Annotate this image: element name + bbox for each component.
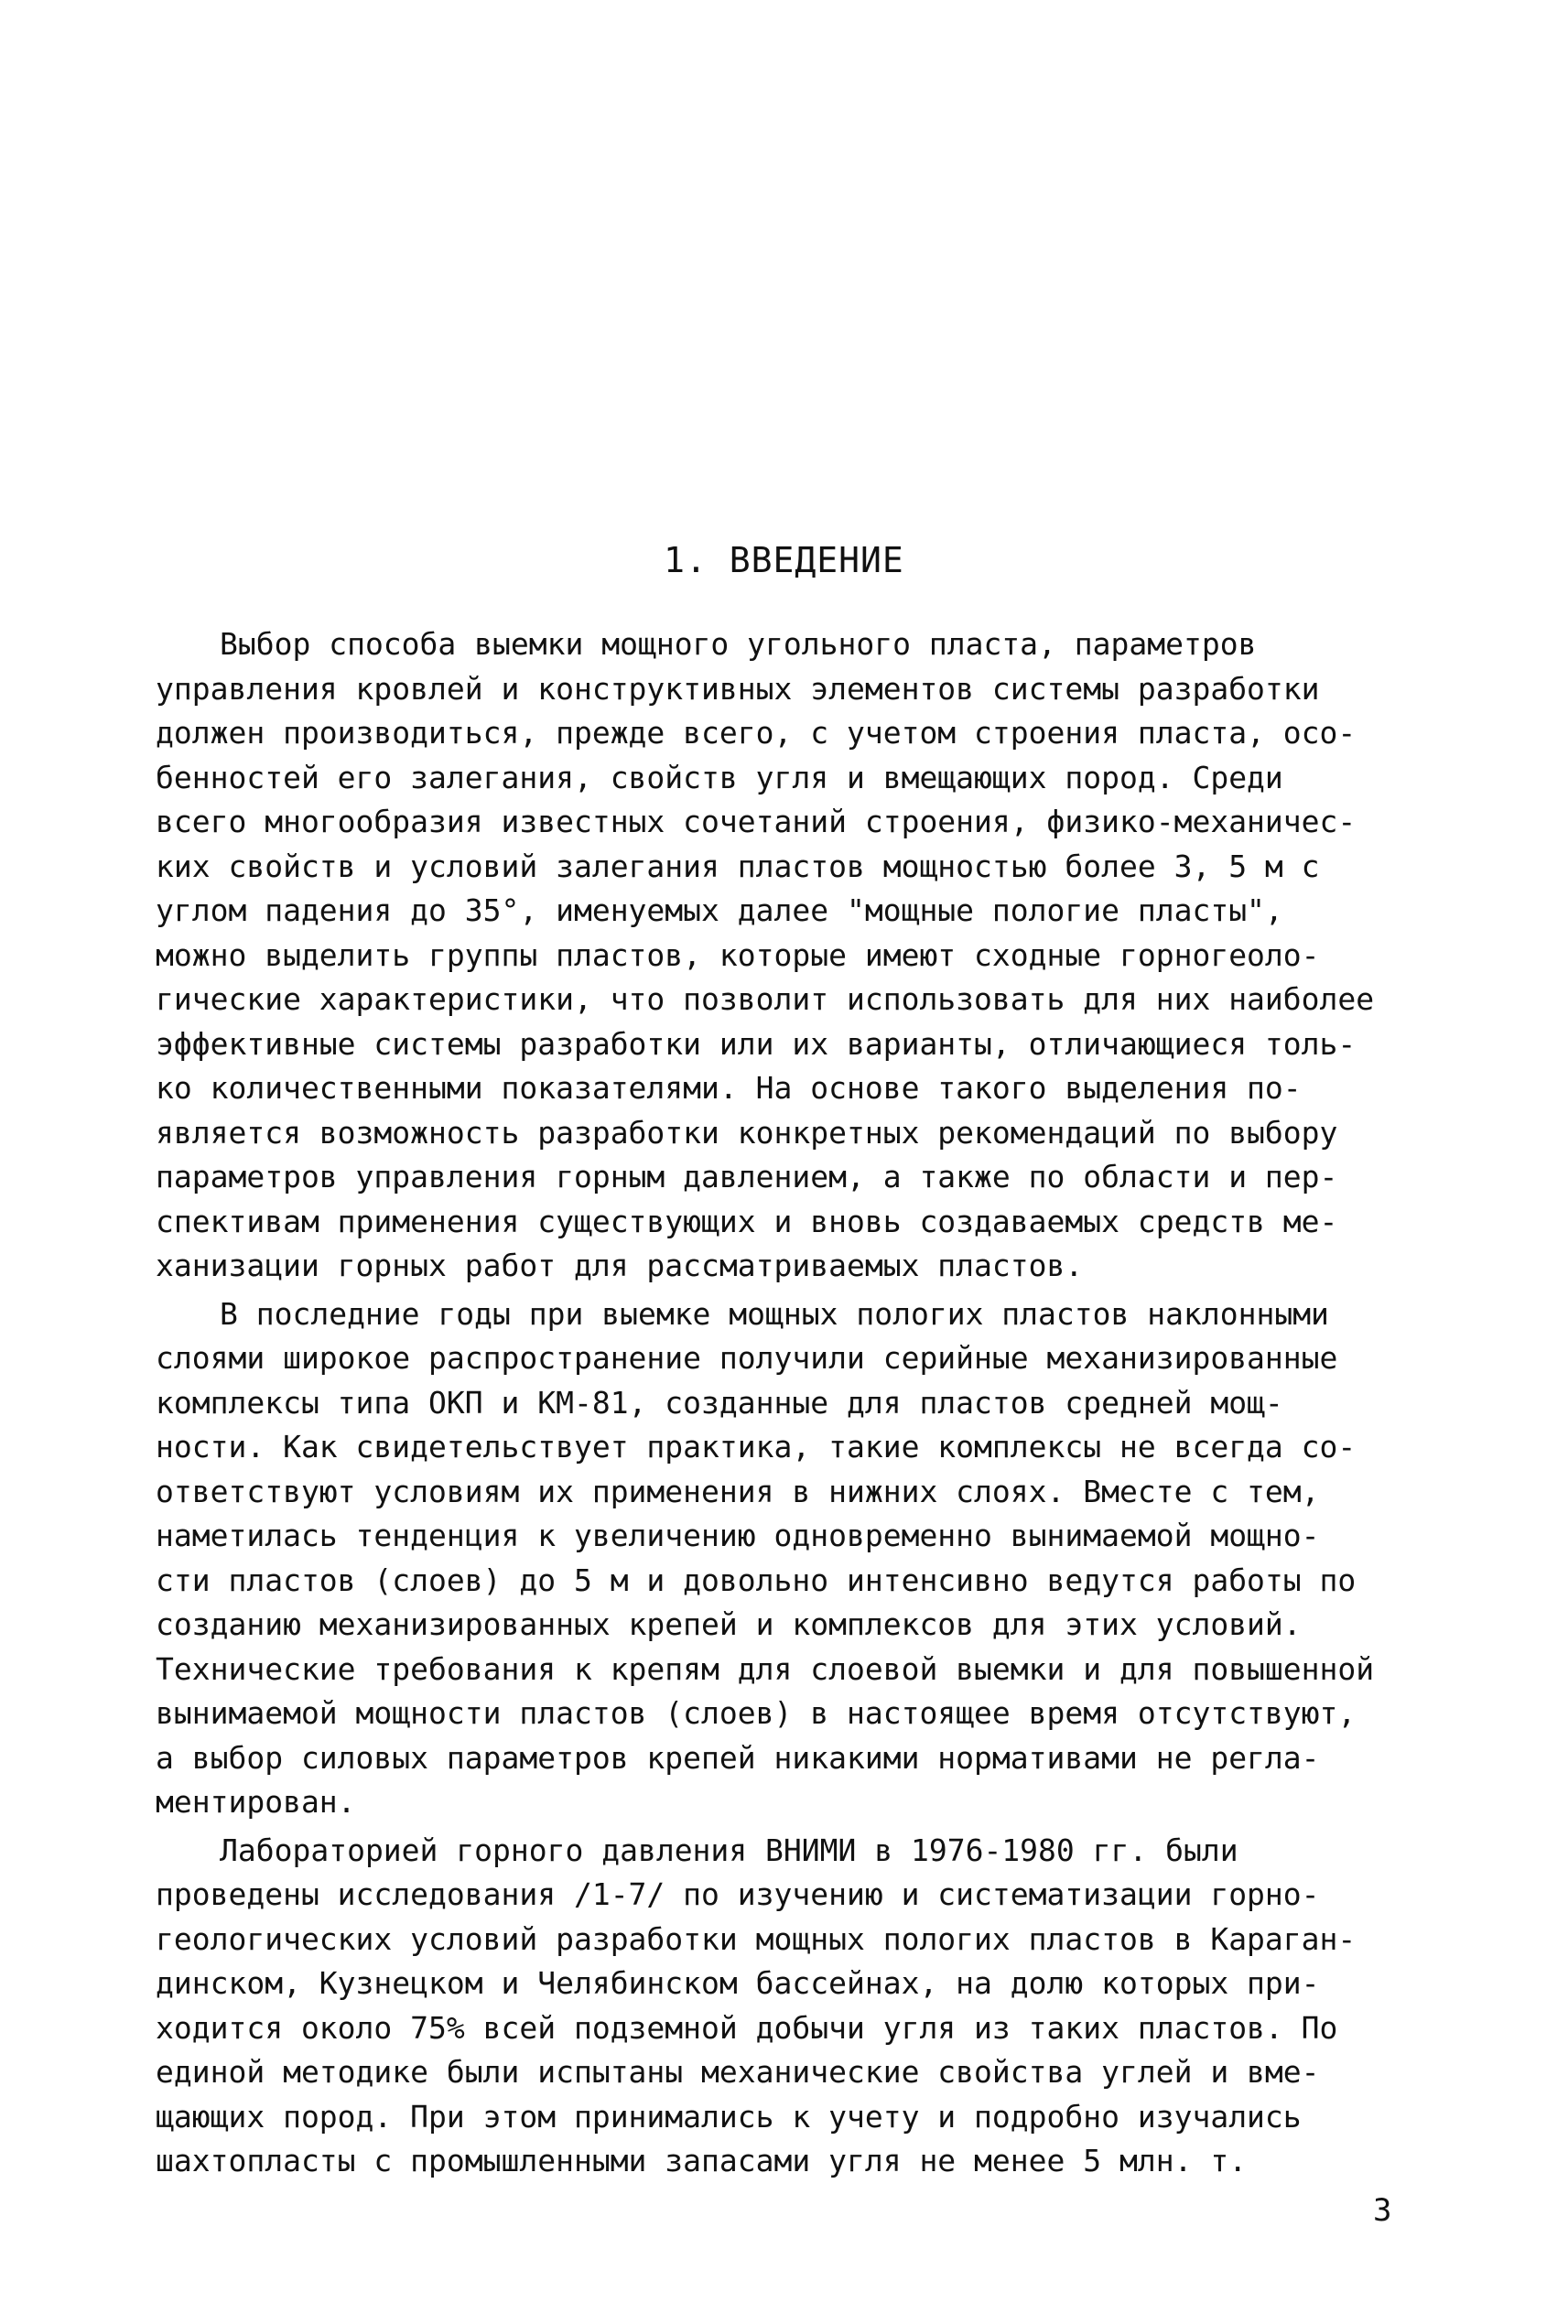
text-line: слоями широкое распространение получили серийные механизированные <box>156 1340 1338 1376</box>
paragraph-1 <box>156 622 1419 1289</box>
body-text <box>156 622 1419 2188</box>
paragraph-3 <box>156 1829 1419 2184</box>
text-line: является возможность разработки конкретных рекомендаций по выбору <box>156 1114 1338 1151</box>
text-line: наметилась тенденция к увеличению одновременно вынимаемой мощно- <box>156 1518 1320 1553</box>
text-line: всего многообразия известных сочетаний строения, физико-механичес- <box>156 804 1357 839</box>
text-line: ко количественными показателями. На основе такого выделения по- <box>156 1070 1302 1106</box>
text-line: проведены исследования /1-7/ по изучению и систематизации горно- <box>156 1876 1320 1912</box>
text-line: вынимаемой мощности пластов (слоев) в настоящее время отсутствуют, <box>156 1695 1357 1731</box>
text-line: созданию механизированных крепей и комплексов для этих условий. <box>156 1606 1302 1642</box>
text-line: бенностей его залегания, свойств угля и вмещающих пород. Среди <box>156 759 1283 795</box>
text-line: шахтопласты с промышленными запасами угля не менее 5 млн. т. <box>156 2143 1248 2178</box>
text-line: динском, Кузнецком и Челябинском бассейнах, на долю которых при- <box>156 1965 1320 2001</box>
text-line: единой методике были испытаны механические свойства углей и вме- <box>156 2054 1320 2090</box>
text-line: гические характеристики, что позволит использовать для них наиболее <box>156 981 1375 1017</box>
text-line: Лабораторией горного давления ВНИМИ в 1976-1980 гг. были <box>220 1832 1238 1868</box>
text-line: Технические требования к крепям для слоевой выемки и для повышенной <box>156 1650 1375 1687</box>
text-line: должен производиться, прежде всего, с учетом строения пласта, осо- <box>156 715 1357 751</box>
text-line: углом падения до 35°, именуемых далее "мощные пологие пласты", <box>156 892 1283 928</box>
text-line: ответствуют условиям их применения в нижних слоях. Вместе с тем, <box>156 1473 1320 1509</box>
text-line: ходится около 75% всей подземной добычи угля из таких пластов. По <box>156 2009 1338 2046</box>
text-line: а выбор силовых параметров крепей никакими нормативами не регла- <box>156 1739 1320 1776</box>
text-line: эффективные системы разработки или их варианты, отличающиеся толь- <box>156 1025 1357 1062</box>
text-line: комплексы типа ОКП и КМ-81, созданные для пластов средней мощ- <box>156 1384 1283 1421</box>
text-line: ханизации горных работ для рассматриваемых пластов. <box>156 1248 1084 1283</box>
text-line: ких свойств и условий залегания пластов мощностью более 3, 5 м с <box>156 848 1320 884</box>
text-line: можно выделить группы пластов, которые имеют сходные горногеоло- <box>156 936 1320 973</box>
text-line: Выбор способа выемки мощного угольного пласта, параметров <box>220 626 1257 662</box>
text-line: управления кровлей и конструктивных элементов системы разработки <box>156 670 1320 707</box>
text-line: ности. Как свидетельствует практика, такие комплексы не всегда со- <box>156 1429 1357 1465</box>
paragraph-2 <box>156 1292 1419 1825</box>
text-line: спективам применения существующих и вновь создаваемых средств ме- <box>156 1203 1338 1239</box>
text-line: параметров управления горным давлением, а также по области и пер- <box>156 1159 1338 1194</box>
text-line: щающих пород. При этом принимались к учету и подробно изучались <box>156 2098 1302 2135</box>
text-line: ментирован. <box>156 1784 356 1820</box>
text-line: сти пластов (слоев) до 5 м и довольно интенсивно ведутся работы по <box>156 1562 1357 1598</box>
text-line: В последние годы при выемке мощных пологих пластов наклонными <box>220 1295 1329 1332</box>
page-number: 3 <box>1373 2192 1392 2229</box>
text-line: геологических условий разработки мощных пологих пластов в Караган- <box>156 1920 1357 1957</box>
section-heading: 1. ВВЕДЕНИЕ <box>664 540 904 580</box>
